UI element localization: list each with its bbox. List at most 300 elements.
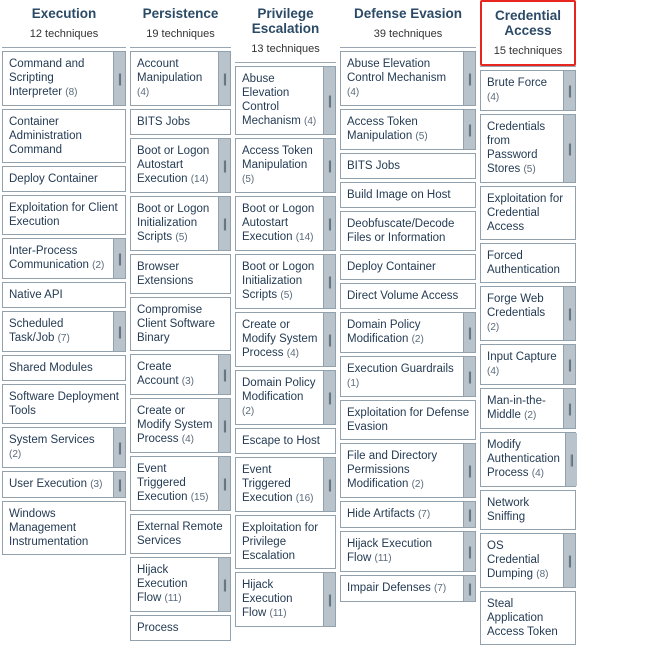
technique-cell[interactable] [480,432,576,487]
technique-label-text: Credentials from Password Stores [487,121,546,175]
technique-subtechnique-count: (15) [190,492,209,503]
technique-cell[interactable] [2,355,126,381]
expand-subtechniques-handle[interactable] [463,576,475,601]
technique-subtechnique-count: (7) [57,333,70,344]
tactic-technique-count: 19 techniques [146,28,215,40]
technique-label-text: Escape to Host [242,435,320,447]
subtechnique-handle-glyph: || [468,325,471,340]
technique-label[interactable] [341,183,475,207]
technique-label-text: Hijack Execution Flow [137,564,188,604]
technique-cell[interactable] [340,211,476,251]
technique-label[interactable] [131,457,218,510]
technique-label[interactable] [131,298,230,350]
technique-subtechnique-count: (3) [181,376,194,387]
subtechnique-handle-glyph: || [118,324,121,339]
subtechnique-handle-glyph: || [118,71,121,86]
technique-cell[interactable] [130,456,231,511]
tactic-column [0,0,128,558]
technique-label[interactable] [341,532,463,571]
technique-label-text: Exploitation for Credential Access [487,193,564,233]
technique-label-text: Forge Web Credentials [487,293,546,319]
technique-label[interactable] [3,167,125,191]
technique-label-text: Scheduled Task/Job [9,318,64,344]
technique-label[interactable] [3,239,113,278]
technique-label[interactable] [236,139,323,192]
technique-label-text: Hide Artifacts [347,508,415,520]
technique-subtechnique-count: (2) [411,479,424,490]
technique-cell[interactable] [340,182,476,208]
technique-cell[interactable] [480,286,576,341]
technique-cell[interactable] [130,196,231,251]
technique-cell[interactable] [2,471,126,498]
technique-label[interactable] [341,357,463,396]
technique-label[interactable] [236,458,323,511]
technique-label[interactable] [481,71,563,110]
technique-label[interactable] [481,592,575,644]
technique-cell[interactable] [2,238,126,279]
technique-label-text: Deobfuscate/Decode Files or Information [347,218,455,244]
technique-label-text: External Remote Services [137,521,223,547]
technique-subtechnique-count: (4) [304,116,317,127]
technique-label[interactable] [341,212,475,250]
technique-subtechnique-count: (4) [487,92,500,103]
subtechnique-handle-glyph: || [223,577,226,592]
technique-label-text: Boot or Logon Autostart Execution [242,203,315,243]
technique-cell[interactable] [480,490,576,530]
technique-label[interactable] [3,502,125,554]
technique-label[interactable] [3,110,125,162]
technique-cell[interactable] [480,114,576,183]
technique-label[interactable] [3,385,125,423]
technique-cell[interactable] [340,254,476,280]
expand-subtechniques-handle[interactable] [113,312,125,351]
expand-subtechniques-handle[interactable] [218,52,230,105]
technique-cell[interactable] [130,398,231,453]
subtechnique-handle-glyph: || [328,332,331,347]
technique-subtechnique-count: (5) [175,232,188,243]
tactic-name[interactable]: Credential Access [494,8,562,38]
technique-label-text: Abuse Elevation Control Mechanism [347,58,447,84]
technique-cell[interactable] [235,572,336,627]
technique-label[interactable] [236,573,323,626]
technique-label-text: Event Triggered Execution [137,463,188,503]
tactic-column [233,0,338,630]
technique-subtechnique-count: (3) [90,479,103,490]
technique-label-text: Man-in-the-Middle [487,395,546,421]
technique-subtechnique-count: (2) [242,406,255,417]
expand-subtechniques-handle[interactable] [113,52,125,105]
expand-subtechniques-handle[interactable] [463,502,475,527]
technique-label[interactable] [481,491,575,529]
technique-label[interactable] [341,313,463,352]
technique-label[interactable] [481,244,575,282]
technique-label-text: File and Directory Permissions Modification [347,450,438,490]
technique-subtechnique-count: (1) [347,378,360,389]
subtechnique-handle-glyph: || [328,390,331,405]
technique-cell[interactable] [235,138,336,193]
technique-cell[interactable] [235,254,336,309]
expand-subtechniques-handle[interactable] [565,433,577,486]
technique-subtechnique-count: (14) [295,232,314,243]
tactic-technique-count: 12 techniques [29,28,99,40]
expand-subtechniques-handle[interactable] [323,139,335,192]
technique-label[interactable] [3,428,113,467]
subtechnique-handle-glyph: || [223,418,226,433]
technique-label-text: Modify Authentication Process [487,439,560,479]
technique-subtechnique-count: (11) [269,608,287,619]
technique-label[interactable] [3,312,113,351]
technique-subtechnique-count: (2) [411,334,424,345]
technique-label-text: Shared Modules [9,362,93,374]
expand-subtechniques-handle[interactable] [463,52,475,105]
technique-label-text: System Services [9,434,95,446]
technique-cell[interactable] [130,254,231,294]
technique-label-text: Deploy Container [9,173,98,185]
expand-subtechniques-handle[interactable] [323,197,335,250]
technique-cell[interactable] [130,354,231,395]
technique-subtechnique-count: (5) [523,164,536,175]
technique-label-text: BITS Jobs [347,160,401,172]
expand-subtechniques-handle[interactable] [323,458,335,511]
subtechnique-handle-glyph: || [328,274,331,289]
technique-label[interactable] [236,371,323,424]
technique-cell[interactable] [480,344,576,385]
technique-cell[interactable] [480,70,576,111]
technique-label[interactable] [131,197,218,250]
technique-label-text: Deploy Container [347,261,436,273]
expand-subtechniques-handle[interactable] [563,534,575,587]
technique-subtechnique-count: (2) [92,260,105,271]
technique-label[interactable] [3,52,113,105]
technique-cell[interactable] [130,557,231,612]
technique-label[interactable] [481,433,565,486]
technique-label[interactable] [131,399,218,452]
expand-subtechniques-handle[interactable] [563,71,575,110]
technique-cell[interactable] [2,109,126,163]
tactic-header[interactable] [233,0,338,62]
technique-label-text: Access Token Manipulation [347,116,418,142]
technique-label-text: Exploitation for Client Execution [9,202,118,228]
technique-cell[interactable] [340,531,476,572]
technique-cell[interactable] [2,51,126,106]
expand-subtechniques-handle[interactable] [113,428,125,467]
technique-label-text: Create or Modify System Process [137,405,213,445]
technique-label-text: Boot or Logon Autostart Execution [137,145,210,185]
tactic-name[interactable]: Persistence [142,6,219,21]
technique-cell[interactable] [235,457,336,512]
technique-subtechnique-count: (4) [181,434,194,445]
expand-subtechniques-handle[interactable] [463,532,475,571]
subtechnique-handle-glyph: || [223,367,226,382]
technique-subtechnique-count: (8) [65,87,78,98]
expand-subtechniques-handle[interactable] [218,457,230,510]
subtechnique-handle-glyph: || [223,476,226,491]
technique-label-text: User Execution [9,478,87,490]
expand-subtechniques-handle[interactable] [563,287,575,340]
technique-subtechnique-count: (2) [9,449,22,460]
subtechnique-handle-glyph: || [118,251,121,266]
technique-subtechnique-count: (4) [531,468,544,479]
technique-label[interactable] [341,255,475,279]
expand-subtechniques-handle[interactable] [563,389,575,428]
technique-label-text: Create Account [137,361,179,387]
subtechnique-handle-glyph: || [568,141,571,156]
tactic-name[interactable]: Execution [31,6,97,21]
technique-label-text: BITS Jobs [137,116,191,128]
technique-cell[interactable] [340,51,476,106]
subtechnique-handle-glyph: || [118,440,121,455]
technique-subtechnique-count: (16) [295,493,314,504]
subtechnique-handle-glyph: || [568,306,571,321]
subtechnique-handle-glyph: || [568,357,571,372]
technique-label-text: Build Image on Host [347,189,451,201]
technique-label[interactable] [131,558,218,611]
technique-label-text: Command and Scripting Interpreter [9,58,85,98]
technique-cell[interactable] [340,153,476,179]
tactic-column [128,0,233,644]
subtechnique-handle-glyph: || [468,122,471,137]
technique-label-text: Domain Policy Modification [347,319,421,345]
expand-subtechniques-handle[interactable] [463,357,475,396]
tactic-name[interactable]: Defense Evasion [353,6,463,21]
technique-cell[interactable] [235,196,336,251]
technique-label[interactable] [481,287,563,340]
technique-label-text: Impair Defenses [347,582,431,594]
technique-cell[interactable] [480,591,576,645]
expand-subtechniques-handle[interactable] [463,444,475,497]
technique-label[interactable] [131,616,230,640]
technique-label[interactable] [341,444,463,497]
technique-cell[interactable] [480,533,576,588]
technique-subtechnique-count: (4) [286,348,299,359]
expand-subtechniques-handle[interactable] [218,197,230,250]
technique-label[interactable] [341,502,463,527]
technique-subtechnique-count: (5) [415,131,428,142]
expand-subtechniques-handle[interactable] [113,239,125,278]
technique-label[interactable] [131,139,218,192]
technique-cell[interactable] [340,312,476,353]
technique-label-text: Network Sniffing [487,497,530,523]
expand-subtechniques-handle[interactable] [563,115,575,182]
expand-subtechniques-handle[interactable] [323,313,335,366]
technique-list [480,66,576,648]
subtechnique-handle-glyph: || [570,452,573,467]
technique-label[interactable] [3,472,113,497]
technique-list [235,62,336,630]
expand-subtechniques-handle[interactable] [218,355,230,394]
technique-label-text: Windows Management Instrumentation [9,508,89,548]
subtechnique-handle-glyph: || [223,216,226,231]
technique-cell[interactable] [130,138,231,193]
subtechnique-handle-glyph: || [468,369,471,384]
expand-subtechniques-handle[interactable] [463,313,475,352]
technique-cell[interactable] [2,282,126,308]
technique-label-text: Browser Extensions [137,261,194,287]
technique-cell[interactable] [480,243,576,283]
technique-label-text: Hijack Execution Flow [347,538,433,564]
technique-label-text: Compromise Client Software Binary [137,304,215,344]
technique-label[interactable] [236,255,323,308]
technique-label[interactable] [481,115,563,182]
technique-cell[interactable] [2,166,126,192]
technique-label[interactable] [131,255,230,293]
technique-label[interactable] [131,52,218,105]
tactic-column [338,0,478,605]
subtechnique-handle-glyph: || [568,83,571,98]
technique-cell[interactable] [130,615,231,641]
technique-cell[interactable] [340,283,476,309]
technique-label-text: Container Administration Command [9,116,82,156]
technique-label[interactable] [341,52,463,105]
technique-cell[interactable] [235,428,336,454]
technique-list [2,47,126,558]
technique-label-text: Steal Application Access Token [487,598,558,638]
technique-subtechnique-count: (4) [487,366,500,377]
subtechnique-handle-glyph: || [468,71,471,86]
technique-label-text: OS Credential Dumping [487,540,540,580]
technique-cell[interactable] [2,195,126,235]
technique-subtechnique-count: (5) [280,290,293,301]
expand-subtechniques-handle[interactable] [218,139,230,192]
subtechnique-handle-glyph: || [328,477,331,492]
technique-cell[interactable] [235,66,336,135]
technique-label-text: Exploitation for Defense Evasion [347,407,470,433]
technique-label[interactable] [3,283,125,307]
technique-label[interactable] [236,197,323,250]
technique-subtechnique-count: (2) [524,410,537,421]
technique-label-text: Inter-Process Communication [9,245,89,271]
technique-label[interactable] [481,389,563,428]
subtechnique-handle-glyph: || [568,401,571,416]
technique-cell[interactable] [130,297,231,351]
subtechnique-handle-glyph: || [468,581,471,596]
technique-label[interactable] [3,196,125,234]
expand-subtechniques-handle[interactable] [323,371,335,424]
technique-label[interactable] [341,110,463,149]
technique-label[interactable] [481,534,563,587]
technique-label-text: Boot or Logon Initialization Scripts [137,203,210,243]
technique-label-text: Brute Force [487,77,548,89]
technique-label[interactable] [131,515,230,553]
technique-label-text: Exploitation for Privilege Escalation [242,522,319,562]
tactic-technique-count: 39 techniques [373,28,443,40]
technique-label-text: Domain Policy Modification [242,377,316,403]
technique-subtechnique-count: (11) [164,593,182,604]
expand-subtechniques-handle[interactable] [323,67,335,134]
technique-label[interactable] [236,516,335,568]
tactic-header[interactable] [0,0,128,47]
technique-cell[interactable] [235,370,336,425]
technique-cell[interactable] [130,514,231,554]
technique-label[interactable] [236,429,335,453]
technique-label[interactable] [341,401,475,439]
tactic-technique-count: 13 techniques [251,43,320,55]
tactic-name[interactable]: Privilege Escalation [251,6,320,36]
subtechnique-handle-glyph: || [468,507,471,522]
technique-cell[interactable] [480,388,576,429]
technique-cell[interactable] [340,356,476,397]
technique-subtechnique-count: (2) [487,322,500,333]
technique-label-text: Abuse Elevation Control Mechanism [242,73,301,127]
expand-subtechniques-handle[interactable] [113,472,125,497]
technique-cell[interactable] [130,51,231,106]
subtechnique-handle-glyph: || [328,216,331,231]
technique-label[interactable] [481,345,563,384]
technique-label[interactable] [3,356,125,380]
technique-label[interactable] [481,187,575,239]
technique-label-text: Execution Guardrails [347,363,454,375]
technique-cell[interactable] [2,384,126,424]
technique-list [340,47,476,605]
technique-label-text: Event Triggered Execution [242,464,293,504]
technique-label[interactable] [236,313,323,366]
subtechnique-handle-glyph: || [328,592,331,607]
technique-cell[interactable] [235,515,336,569]
technique-label-text: Account Manipulation [137,58,203,84]
technique-cell[interactable] [2,427,126,468]
technique-label[interactable] [341,576,463,601]
technique-cell[interactable] [480,186,576,240]
technique-label[interactable] [341,154,475,178]
technique-subtechnique-count: (11) [374,553,392,564]
technique-label-text: Native API [9,289,63,301]
technique-subtechnique-count: (14) [190,174,209,185]
technique-cell[interactable] [340,443,476,498]
subtechnique-handle-glyph: || [568,553,571,568]
technique-label-text: Direct Volume Access [347,290,459,302]
subtechnique-handle-glyph: || [328,93,331,108]
technique-subtechnique-count: (7) [433,583,447,594]
technique-label[interactable] [236,67,323,134]
technique-label-text: Input Capture [487,351,557,363]
technique-cell[interactable] [340,109,476,150]
tactic-header[interactable] [338,0,478,47]
technique-cell[interactable] [340,575,476,602]
expand-subtechniques-handle[interactable] [323,573,335,626]
technique-subtechnique-count: (5) [242,174,255,185]
technique-cell[interactable] [2,501,126,555]
expand-subtechniques-handle[interactable] [218,558,230,611]
technique-subtechnique-count: (4) [347,87,360,98]
tactic-header[interactable] [480,0,576,66]
technique-cell[interactable] [130,109,231,135]
technique-label-text: Forced Authentication [487,250,560,276]
subtechnique-handle-glyph: || [223,71,226,86]
technique-label-text: Hijack Execution Flow [242,579,293,619]
technique-label-text: Boot or Logon Initialization Scripts [242,261,315,301]
technique-label-text: Create or Modify System Process [242,319,318,359]
subtechnique-handle-glyph: || [118,477,121,492]
expand-subtechniques-handle[interactable] [218,399,230,452]
technique-label[interactable] [131,110,230,134]
technique-cell[interactable] [340,400,476,440]
subtechnique-handle-glyph: || [468,463,471,478]
tactic-technique-count: 15 techniques [493,45,563,57]
technique-cell[interactable] [340,501,476,528]
technique-list [130,47,231,644]
tactic-header[interactable] [128,0,233,47]
expand-subtechniques-handle[interactable] [463,110,475,149]
subtechnique-handle-glyph: || [328,158,331,173]
expand-subtechniques-handle[interactable] [563,345,575,384]
technique-cell[interactable] [235,312,336,367]
expand-subtechniques-handle[interactable] [323,255,335,308]
technique-subtechnique-count: (4) [137,87,150,98]
technique-label-text: Access Token Manipulation [242,145,313,171]
technique-label[interactable] [131,355,218,394]
technique-label[interactable] [341,284,475,308]
technique-cell[interactable] [2,311,126,352]
